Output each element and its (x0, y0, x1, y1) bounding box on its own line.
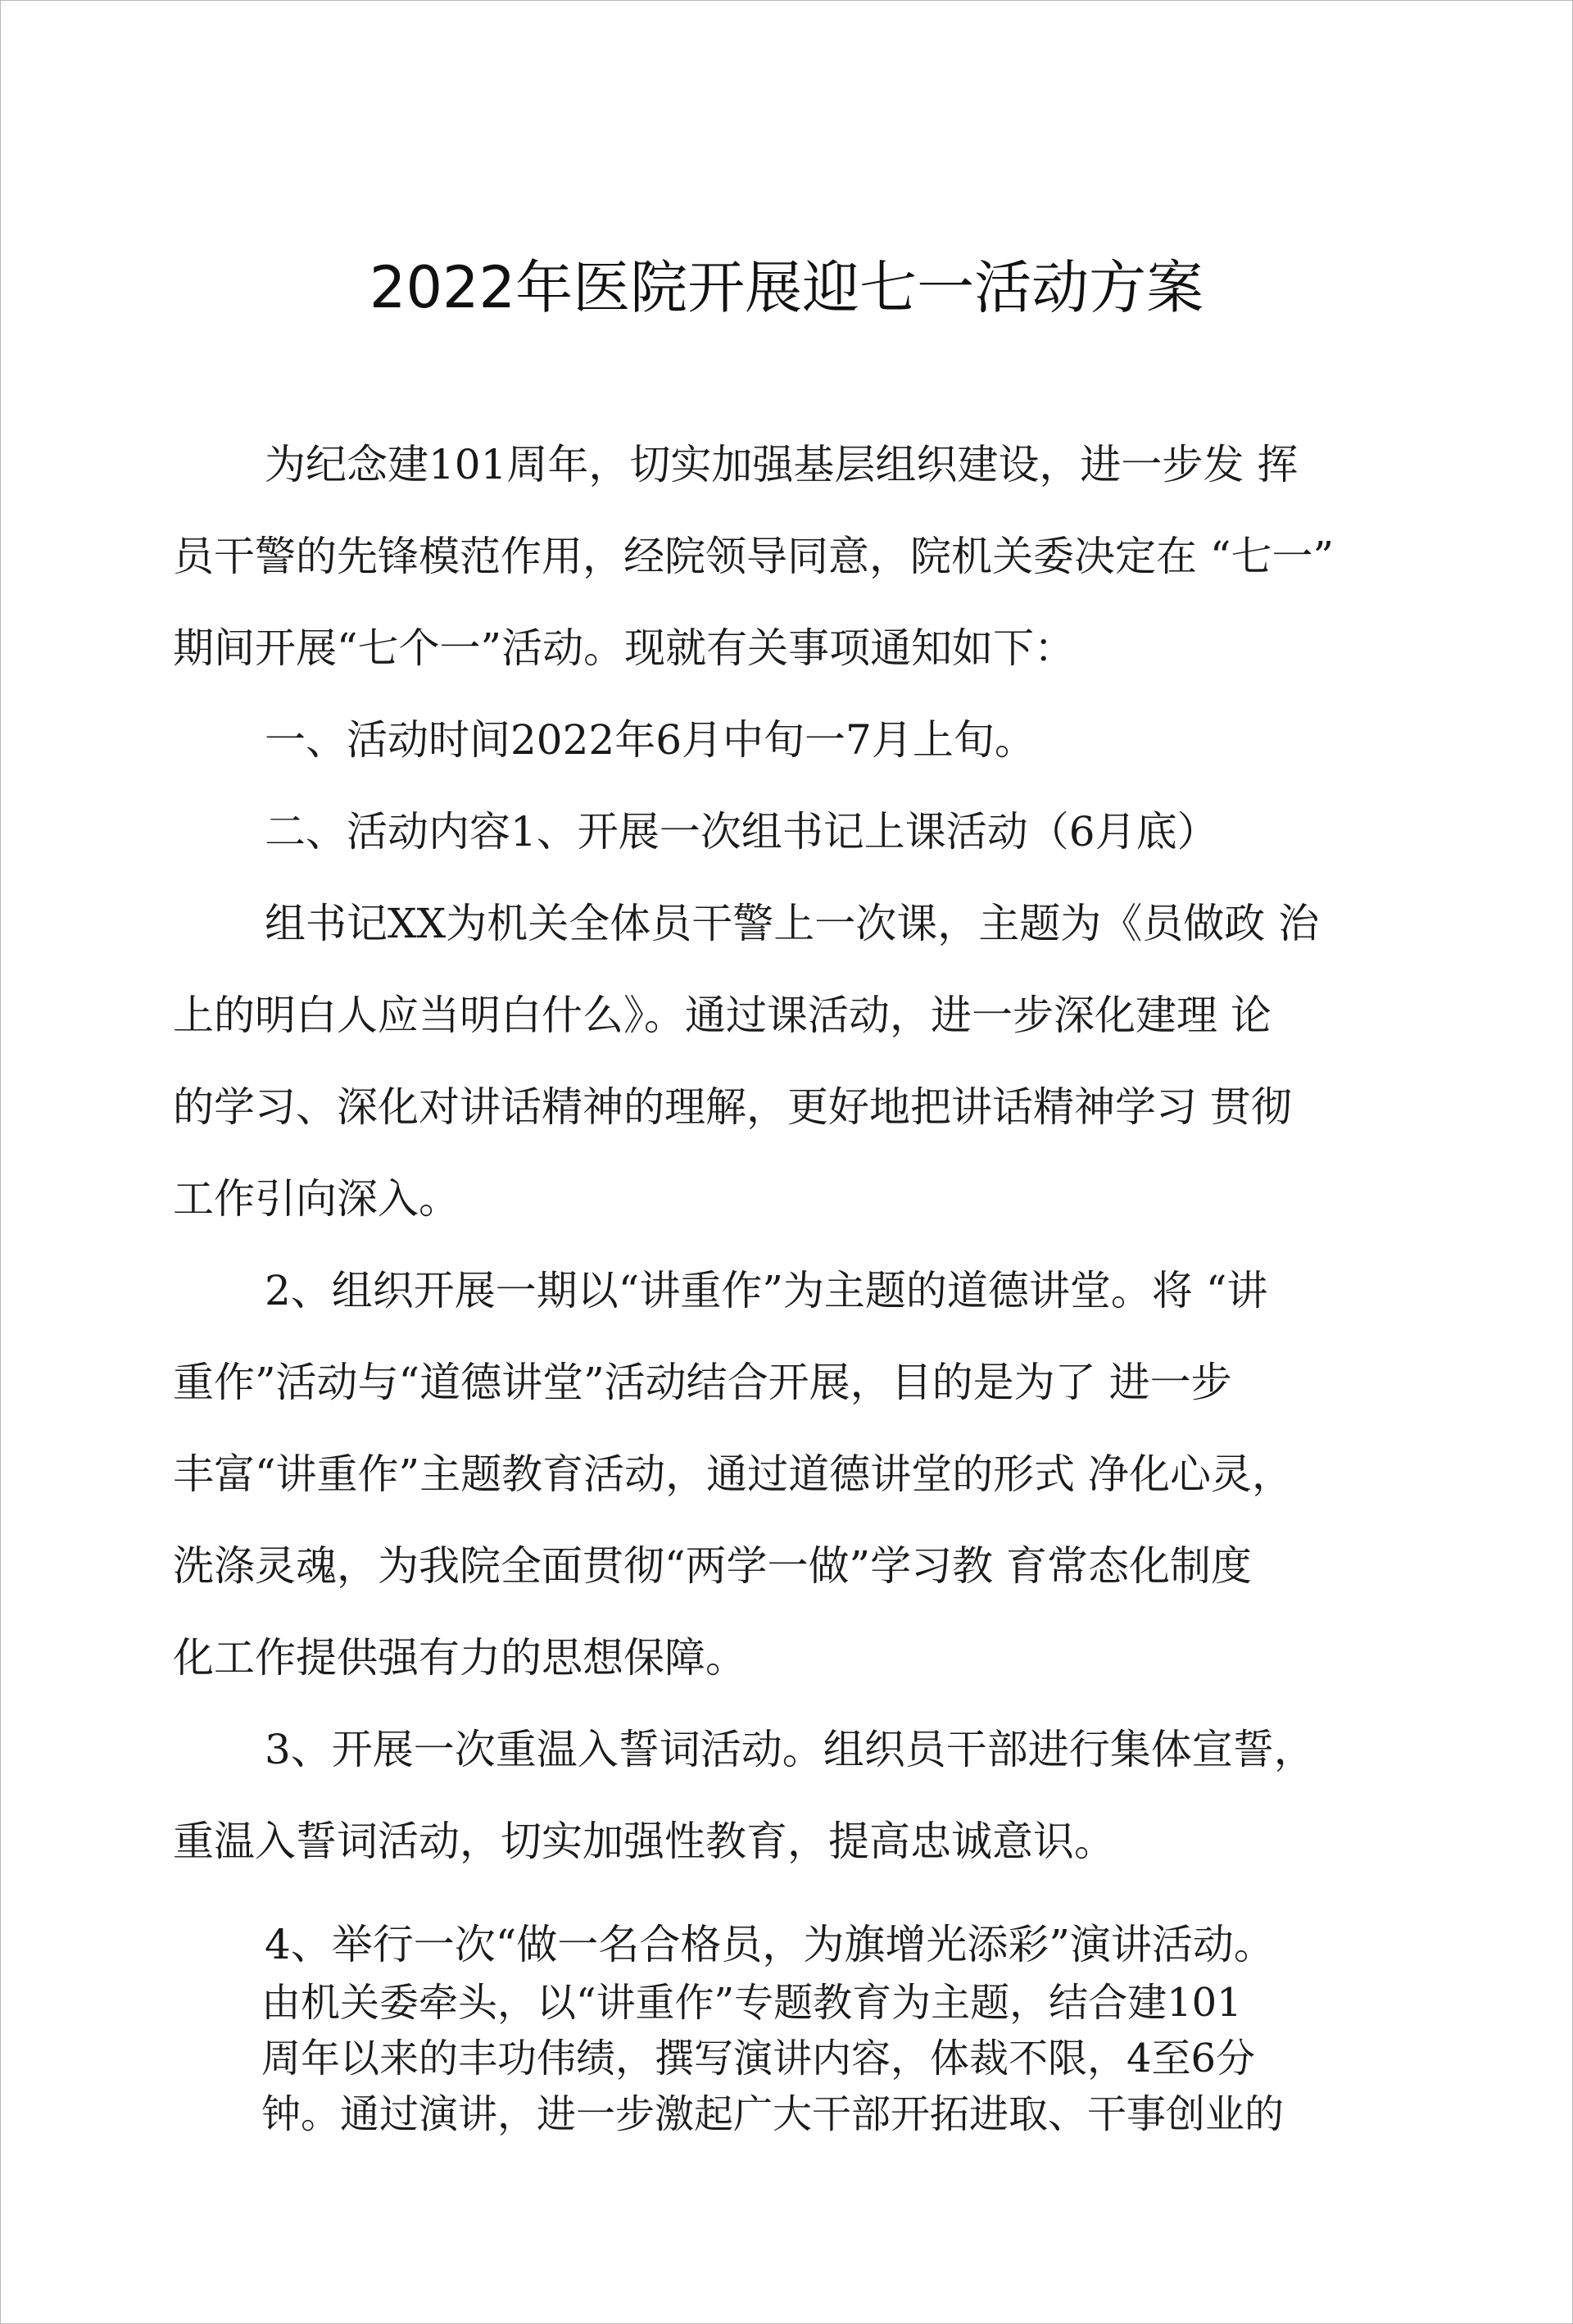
paragraph-line: 3、开展一次重温入誓词活动。组织员干部进行集体宣誓， (265, 1726, 1315, 1773)
paragraph-line: 组书记XX为机关全体员干警上一次课，主题为《员做政 治 (265, 900, 1320, 947)
paragraph-line: 为纪念建101周年，切实加强基层组织建设，进一步发 挥 (265, 441, 1299, 488)
paragraph-line: 4、举行一次“做一名合格员，为旗增光添彩”演讲活动。 (265, 1921, 1275, 1968)
paragraph-line: 一、活动时间2022年6月中旬一7月上旬。 (265, 716, 1036, 764)
paragraph-line: 重作”活动与“道德讲堂”活动结合开展，目的是为了 进一步 (173, 1359, 1232, 1406)
paragraph-line: 工作引向深入。 (173, 1175, 460, 1223)
paragraph-line: 员干警的先锋模范作用，经院领导同意，院机关委决定在 “七一” (173, 533, 1335, 580)
paragraph-line: 周年以来的丰功伟绩，撰写演讲内容，体裁不限，4至6分 (261, 2036, 1256, 2081)
paragraph-line: 由机关委牵头，以“讲重作”专题教育为主题，结合建101 (261, 1980, 1242, 2026)
paragraph-line: 的学习、深化对讲话精神的理解，更好地把讲话精神学习 贯彻 (173, 1083, 1292, 1131)
paragraph-line: 洗涤灵魂，为我院全面贯彻“两学一做”学习教 育常态化制度 (173, 1542, 1253, 1590)
paragraph-line: 二、活动内容1、开展一次组书记上课活动（6月底） (265, 808, 1218, 856)
paragraph-line: 2、组织开展一期以“讲重作”为主题的道德讲堂。将 “讲 (265, 1267, 1268, 1314)
document-title: 2022年医院开展迎七一活动方案 (369, 254, 1204, 321)
paragraph-line: 化工作提供强有力的思想保障。 (173, 1634, 746, 1682)
paragraph-line: 丰富“讲重作”主题教育活动，通过道德讲堂的形式 净化心灵， (173, 1450, 1294, 1498)
paragraph-line: 期间开展“七个一”活动。现就有关事项通知如下： (173, 624, 1076, 672)
paragraph-line: 钟。通过演讲，进一步激起广大干部开拓进取、干事创业的 (261, 2091, 1285, 2137)
paragraph-line: 上的明白人应当明白什么》。通过课活动，进一步深化建理 论 (173, 992, 1272, 1039)
paragraph-line: 重温入誓词活动，切实加强性教育，提高忠诚意识。 (173, 1818, 1115, 1865)
